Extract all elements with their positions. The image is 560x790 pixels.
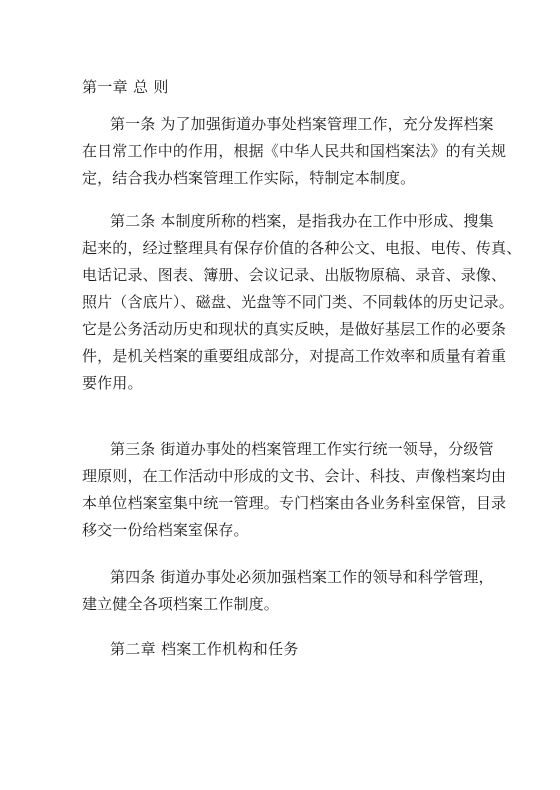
article-3-line: 理原则，在工作活动中形成的文书、会计、科技、声像档案均由 bbox=[82, 467, 507, 485]
article-2-line: 电话记录、图表、簿册、会议记录、出版物原稿、录音、录像、 bbox=[82, 266, 507, 284]
article-4-line: 建立健全各项档案工作制度。 bbox=[82, 595, 279, 613]
article-2 bbox=[82, 208, 522, 397]
article-4-line: 第四条 街道办事处必须加强档案工作的领导和科学管理， bbox=[110, 568, 494, 586]
article-3-line: 第三条 街道办事处的档案管理工作实行统一领导，分级管 bbox=[110, 440, 494, 458]
article-2-line: 要作用。 bbox=[82, 374, 143, 392]
article-2-line: 起来的，经过整理具有保存价值的各种公文、电报、电传、传真、 bbox=[82, 239, 522, 257]
article-2-line: 件，是机关档案的重要组成部分，对提高工作效率和质量有着重 bbox=[82, 347, 507, 365]
article-1-line: 在日常工作中的作用，根据《中华人民共和国档案法》的有关规 bbox=[82, 142, 507, 160]
article-1-line: 第一条 为了加强街道办事处档案管理工作，充分发挥档案 bbox=[110, 115, 494, 133]
article-3-line: 本单位档案室集中统一管理。专门档案由各业务科室保管，目录 bbox=[82, 494, 507, 512]
article-2-line: 它是公务活动历史和现状的真实反映，是做好基层工作的必要条 bbox=[82, 320, 507, 338]
article-3-line: 移交一份给档案室保存。 bbox=[82, 521, 249, 539]
article-1 bbox=[82, 111, 507, 192]
article-1-line: 定，结合我办档案管理工作实际，特制定本制度。 bbox=[82, 169, 416, 187]
article-2-line: 第二条 本制度所称的档案，是指我办在工作中形成、搜集 bbox=[110, 212, 494, 230]
article-2-line: 照片（含底片）、磁盘、光盘等不同门类、不同载体的历史记录。 bbox=[82, 293, 514, 311]
chapter-2-title: 第二章 档案工作机构和任务 bbox=[110, 640, 299, 658]
chapter-1-title: 第一章 总 则 bbox=[82, 78, 169, 96]
article-3 bbox=[82, 436, 507, 544]
article-4 bbox=[82, 564, 494, 618]
